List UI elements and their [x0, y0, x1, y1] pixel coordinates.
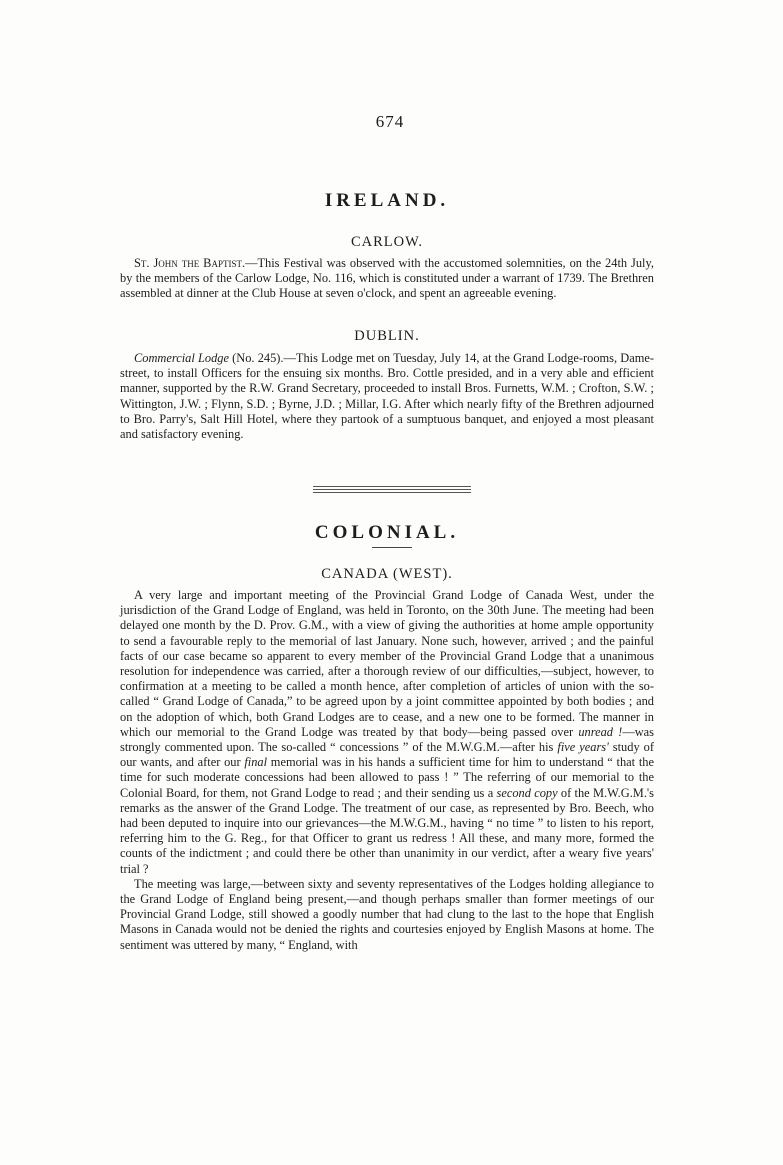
page-number: 674 [375, 112, 405, 131]
paragraph-canada-2: The meeting was large,—between sixty and seventy representatives of the Lodges holding allegiance to the Grand Lodge of England being present,—and though perhaps smaller than former meetings of our Provincial Grand Lodge, still showed a goodly number that had clung to the last to the hope that English Masons in Canada would not be denied the rights and courtesies enjoyed by English Masons at home. The sentiment was uttered by many, “ England, with [120, 876, 654, 952]
article-title-dublin: Commercial Lodge [134, 351, 229, 365]
section-heading-ireland: IRELAND. [324, 190, 450, 211]
section-heading-colonial: COLONIAL. [314, 522, 460, 543]
paragraph-dublin [120, 351, 654, 442]
article-dublin [120, 351, 654, 442]
article-carlow [120, 256, 654, 302]
article-text-carlow: —This Festival was observed with the accustomed solemnities, on the 24th July, by the members of the Carlow Lodge, No. 116, which is constituted under a warrant of 1739. The Brethren assembled at dinner at the Club House at seven o'clock, and spent an agreeable evening. [120, 256, 654, 301]
paragraph-carlow [120, 256, 654, 302]
article-canada-west [120, 588, 654, 953]
subheading-dublin: DUBLIN. [354, 328, 420, 344]
article-title-carlow: St. John the Baptist. [134, 256, 246, 270]
subheading-canada-west: CANADA (WEST). [321, 566, 453, 582]
section-divider [313, 486, 471, 495]
paragraph-canada-1: A very large and important meeting of the Provincial Grand Lodge of Canada West, under the jurisdiction of the Grand Lodge of England, was held in Toronto, on the 30th June. The meeting had been delayed one month by the D. Prov. G.M., with a view of giving the authorities at home ample opportunity to send a favourable reply to the memorial of last January. None such, however, arrived ; and the painful facts of our case became so apparent to every member of the Provincial Grand Lodge that a unanimous resolution for independence was carried, after a thorough review of our difficulties,—subject, however, to confirmation at a meeting to be called a month hence, after completion of articles of union with the so-called “ Grand Lodge of Canada,” to be agreed upon by a joint committee appointed by both bodies ; and on the adoption of which, both Grand Lodges are to cease, and a new one to be formed. The manner in which our memorial to the Grand Lodge was treated by that body—being passed over unread !—was strongly commented upon. The so-called “ concessions ” of the M.W.G.M.—after his five years' study of our wants, and after our final memorial was in his hands a sufficient time for him to understand “ that the time for such moderate concessions had been allowed to pass ! ” The referring of our memorial to the Colonial Board, for them, not Grand Lodge to read ; and their sending us a second copy of the M.W.G.M.'s remarks as the answer of the Grand Lodge. The treatment of our case, as represented by Bro. Beech, who had been deputed to inquire into our grievances—the M.W.G.M., having “ no time ” to listen to his report, referring him to the G. Reg., for that Officer to grant us redress ! All these, and many more, formed the counts of the indictment ; and could there be other than unanimity in our verdict, after a weary five years' trial ? [120, 588, 654, 876]
heading-underline [372, 547, 412, 548]
subheading-carlow: CARLOW. [350, 234, 424, 250]
article-text-dublin: (No. 245).—This Lodge met on Tuesday, July 14, at the Grand Lodge-rooms, Dame-street, to install Officers for the ensuing six months. Bro. Cottle presided, and in a very able and efficient manner, supported by the R.W. Grand Secretary, proceeded to install Bros. Furnetts, W.M. ; Crofton, S.W. ; Wittington, J.W. ; Flynn, S.D. ; Byrne, J.D. ; Millar, I.G. After which nearly fifty of the Brethren adjourned to Bro. Parry's, Salt Hill Hotel, where they partook of a sumptuous banquet, and enjoyed a most pleasant and satisfactory evening. [120, 351, 654, 442]
